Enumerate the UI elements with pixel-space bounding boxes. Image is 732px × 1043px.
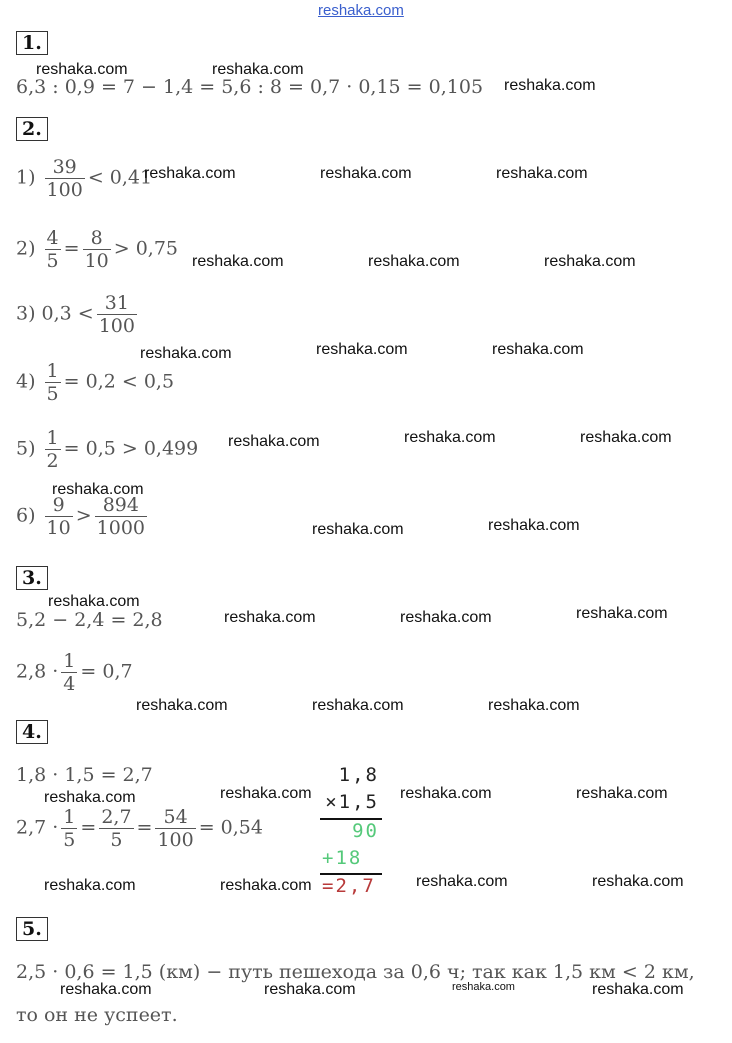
task3-line-1: 5,2 − 2,4 = 2,8 (16, 609, 163, 631)
task1-equation: 6,3 : 0,9 = 7 − 1,4 = 5,6 : 8 = 0,7 · 0,15 = 0,105 (16, 76, 484, 98)
task2-item-4: 4) $\frac{1}{5}$ = 0,2 < 0,5 (16, 360, 175, 405)
watermark: reshaka.com (144, 165, 236, 182)
watermark: reshaka.com (192, 253, 284, 270)
task-number-4: 4. (16, 720, 48, 744)
watermark: reshaka.com (592, 873, 684, 890)
watermark: reshaka.com (52, 481, 144, 498)
column-mult-row-2: ×1,5 (325, 791, 379, 813)
watermark: reshaka.com (60, 981, 152, 998)
watermark: reshaka.com (576, 785, 668, 802)
watermark: reshaka.com (228, 433, 320, 450)
column-mult-row-1: 1,8 (338, 764, 379, 786)
task2-item-3: 3) 0,3 < $\frac{31}{100}$ (16, 292, 135, 337)
fraction: $\frac{1}{4}$ (63, 650, 76, 695)
column-mult-row-4: +18 (322, 847, 363, 869)
watermark: reshaka.com (400, 609, 492, 626)
fraction: $\frac{39}{100}$ (46, 156, 83, 201)
column-mult-result: =2,7 (322, 875, 376, 897)
task2-item-6: 6) $\frac{9}{10}$ > $\frac{894}{1000}$ (16, 494, 146, 539)
watermark: reshaka.com (44, 877, 136, 894)
fraction: $\frac{8}{10}$ (84, 227, 109, 272)
fraction: $\frac{1}{2}$ (46, 427, 59, 472)
watermark: reshaka.com (544, 253, 636, 270)
watermark: reshaka.com (400, 785, 492, 802)
watermark: reshaka.com (580, 429, 672, 446)
watermark: reshaka.com (504, 77, 596, 94)
watermark: reshaka.com (264, 981, 356, 998)
watermark: reshaka.com (140, 345, 232, 362)
watermark: reshaka.com (48, 593, 140, 610)
fraction: $\frac{9}{10}$ (46, 494, 71, 539)
watermark: reshaka.com (368, 253, 460, 270)
task2-item-5: 5) $\frac{1}{2}$ = 0,5 > 0,499 (16, 427, 199, 472)
task-number-1: 1. (16, 31, 48, 55)
watermark: reshaka.com (404, 429, 496, 446)
task-number-5: 5. (16, 917, 48, 941)
watermark: reshaka.com (36, 61, 128, 78)
watermark: reshaka.com (592, 981, 684, 998)
fraction: $\frac{1}{5}$ (63, 806, 76, 851)
watermark: reshaka.com (312, 697, 404, 714)
watermark: reshaka.com (452, 981, 515, 993)
watermark: reshaka.com (576, 605, 668, 622)
watermark: reshaka.com (496, 165, 588, 182)
task2-item-2: 2) $\frac{4}{5}$ = $\frac{8}{10}$ > 0,75 (16, 227, 179, 272)
watermark: reshaka.com (492, 341, 584, 358)
watermark: reshaka.com (320, 165, 412, 182)
task3-line-2: 2,8 · $\frac{1}{4}$ = 0,7 (16, 650, 133, 695)
watermark: reshaka.com (220, 877, 312, 894)
watermark: reshaka.com (416, 873, 508, 890)
watermark: reshaka.com (488, 697, 580, 714)
watermark: reshaka.com (44, 789, 136, 806)
task-number-2: 2. (16, 117, 48, 141)
fraction: $\frac{31}{100}$ (98, 292, 135, 337)
fraction: $\frac{4}{5}$ (46, 227, 59, 272)
task4-line-1: 1,8 · 1,5 = 2,7 (16, 764, 153, 786)
watermark: reshaka.com (136, 697, 228, 714)
task-number-3: 3. (16, 566, 48, 590)
column-mult-row-3: 90 (352, 820, 379, 842)
watermark: reshaka.com (316, 341, 408, 358)
watermark: reshaka.com (488, 517, 580, 534)
watermark: reshaka.com (224, 609, 316, 626)
fraction: $\frac{894}{1000}$ (96, 494, 146, 539)
task4-line-2: 2,7 · $\frac{1}{5}$ = $\frac{2,7}{5}$ = $\frac{54}{100}$ = 0,54 (16, 806, 263, 851)
site-header-link[interactable]: reshaka.com (318, 2, 404, 19)
fraction: $\frac{54}{100}$ (157, 806, 194, 851)
task5-line-2: то он не успеет. (16, 1004, 178, 1026)
fraction: $\frac{2,7}{5}$ (101, 806, 132, 851)
watermark: reshaka.com (212, 61, 304, 78)
task5-line-1: 2,5 · 0,6 = 1,5 (км) − путь пешехода за 0,6 ч; так как 1,5 км < 2 км, (16, 961, 695, 983)
fraction: $\frac{1}{5}$ (46, 360, 59, 405)
task2-item-1: 1) $\frac{39}{100}$ < 0,41 (16, 156, 153, 201)
watermark: reshaka.com (220, 785, 312, 802)
watermark: reshaka.com (312, 521, 404, 538)
